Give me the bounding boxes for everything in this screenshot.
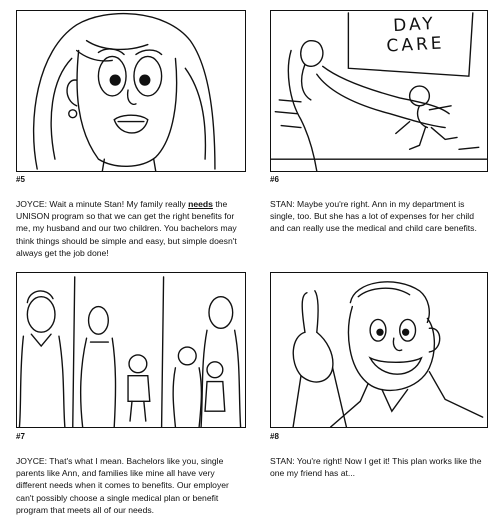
panel-8-caption: STAN: You're right! Now I get it! This plan works like the one my friend has at... bbox=[270, 456, 482, 479]
panel-6-number: #6 bbox=[270, 175, 279, 184]
daycare-sign-line-2: CARE bbox=[386, 33, 446, 57]
panel-5-caption-part-2: the UNISON program so that we can get the right benefits for me, my husband and our two children. You bachelors may think things should be simple and easy, but simple doesn't always get the job done! bbox=[16, 199, 237, 258]
panel-5-caption-emphasis: needs bbox=[188, 199, 213, 209]
panel-7-number: #7 bbox=[16, 432, 25, 441]
panel-7-caption: JOYCE: That's what I mean. Bachelors like you, single parents like Ann, and families like mine all have very different needs when it comes to benefits. Our employer can't possibly choose a single medical plan or benefit program that meets all of our needs. bbox=[16, 456, 229, 515]
panel-8-number: #8 bbox=[270, 432, 279, 441]
daycare-sign bbox=[366, 13, 464, 58]
panel-5-number: #5 bbox=[16, 175, 25, 184]
panel-8-frame bbox=[270, 272, 488, 428]
panel-7-frame bbox=[16, 272, 246, 428]
panel-5-frame bbox=[16, 10, 246, 172]
panel-6-frame bbox=[270, 10, 488, 172]
stan-pointing-illustration bbox=[271, 273, 487, 427]
joyce-closeup-illustration bbox=[17, 11, 245, 171]
panel-5-caption bbox=[16, 198, 244, 259]
panel-6-caption: STAN: Maybe you're right. Ann in my department is single, too. But she has a lot of expenses for her child and can really use the medical and child care benefits. bbox=[270, 199, 477, 234]
panel-5-caption-part-1: JOYCE: Wait a minute Stan! My family really bbox=[16, 199, 189, 209]
families-group-illustration bbox=[17, 273, 245, 427]
daycare-sign-line-1: DAY bbox=[392, 13, 437, 37]
